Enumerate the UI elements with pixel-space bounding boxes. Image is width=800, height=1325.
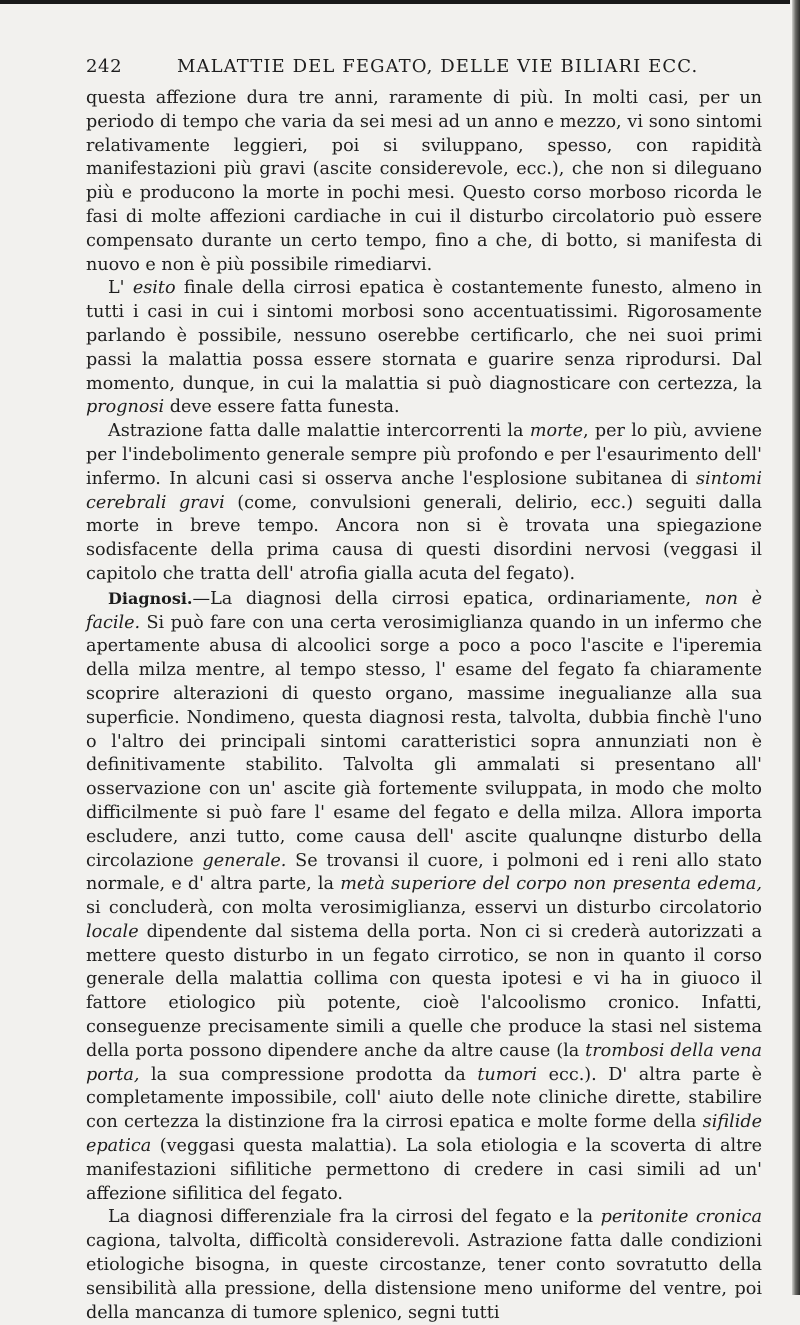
text-segment: Si può fare con una certa verosimiglianza quando in un infermo che apertamente abusa di alcoolici sorge a poco a poco l'ascite e l'iperemia della milza mentre, al tempo stesso, l' esame del fegato fa chiaramente scoprire alterazioni di questo organo, massime inegualianze alla sua superficie. Nondimeno, questa diagnosi resta, talvolta, dubbia finchè l'uno o l'altro dei principali sintomi caratteristici sopra annunziati non è definitivamente stabilito. Talvolta gli ammalati si presentano all' osservazione con un' ascite già fortemente sviluppata, in modo che molto difficilmente si può fare l' esame del fegato e della milza. Allora importa escludere, anzi tutto, come causa dell' ascite qualunqne disturbo della circolazione: [86, 612, 762, 871]
paragraph-1: [86, 87, 762, 277]
text-segment: ecc.). D' altra parte è completamente impossibile, coll' aiuto delle note cliniche dirette, stabilire con certezza la distinzione fra la cirrosi epatica e molte forme della: [86, 1064, 762, 1133]
page-edge-shadow: [792, 0, 800, 1295]
running-header: [86, 52, 756, 80]
body-text: [86, 87, 762, 1325]
text-segment: si concluderà, con molta verosimiglianza, esservi un disturbo circolatorio: [86, 898, 762, 919]
top-border-line: [0, 0, 790, 4]
text-segment: Astrazione fatta dalle malattie intercorrenti la: [108, 421, 530, 442]
term-non-facile: non è facile.: [86, 588, 762, 633]
text-segment: dipendente dal sistema della porta. Non ci si crederà autorizzati a mettere questo disturbo in un fegato cirrotico, se non in quanto il corso generale della malattia collima con questa ipotesi e vi ha in giuoco il fattore etiologico più potente, cioè l'alcoolismo cronico. Infatti, conseguenze precisamente simili a quelle che produce la stasi nel sistema della porta possono dipendere anche da altre cause (la: [86, 921, 762, 1061]
running-title: MALATTIE DEL FEGATO, DELLE VIE BILIARI ECC.: [177, 56, 699, 77]
term-esito: esito: [132, 278, 176, 299]
term-tumori: tumori: [477, 1064, 538, 1085]
text-segment: L': [108, 278, 133, 299]
text-segment: cagiona, talvolta, difficoltà considerevoli. Astrazione fatta dalle condizioni etiologiche bisogna, in queste circostanze, tener conto sovratutto della sensibilità alla pressione, della distensione meno uniforme del ventre, poi della mancanza di tumore splenico, segni tutti: [86, 1231, 762, 1323]
term-sintomi-cerebrali: sintomi cerebrali gravi: [86, 468, 762, 513]
text-segment: (veggasi questa malattia). La sola etiologia e la scoverta di altre manifestazioni sifilitiche permettono di credere in casi simili ad un' affezione sifilitica del fegato.: [86, 1136, 762, 1204]
paragraph-4: [86, 587, 762, 1207]
text-segment: La diagnosi differenziale fra la cirrosi del fegato e la: [108, 1207, 601, 1228]
paragraph-2: [86, 277, 762, 420]
text-segment: questa affezione dura tre anni, raramente di più. In molti casi, per un periodo di tempo che varia da sei mesi ad un anno e mezzo, vi sono sintomi relativamente leggieri, poi si sviluppano, spesso, con rapidità manifestazioni più gravi (ascite considerevole, ecc.), che non si dileguano più e producono la morte in pochi mesi. Questo corso morboso ricorda le fasi di molte affezioni cardiache in cui il disturbo circolatorio può essere compensato durante un certo tempo, fino a che, di botto, si manifesta di nuovo e non è più possibile rimediarvi.: [86, 88, 762, 275]
term-locale: locale: [86, 921, 139, 942]
paragraph-3: [86, 420, 762, 587]
term-sifilide-epatica: sifilide epatica: [86, 1112, 762, 1157]
term-trombosi: trombosi della vena porta,: [86, 1040, 762, 1085]
section-heading-diagnosi: Diagnosi.: [108, 588, 193, 608]
page-number: 242: [86, 56, 123, 77]
text-segment: (come, convulsioni generali, delirio, ecc.) seguiti dalla morte in breve tempo. Ancora non si è trovata una spiegazione sodisfacente della prima causa di questi disordini nervosi (veggasi il capitolo che tratta dell' atrofia gialla acuta del fegato).: [86, 492, 762, 584]
term-prognosi: prognosi: [86, 397, 165, 418]
text-segment: , per lo più, avviene per l'indebolimento generale sempre più profondo e per l'esaurimento dell' infermo. In alcuni casi si osserva anche l'esplosione subitanea di: [86, 421, 762, 489]
term-meta-superiore: metà superiore del corpo non presenta edema,: [340, 874, 762, 895]
paragraph-5: [86, 1206, 762, 1325]
text-segment: Se trovansi il cuore, i polmoni ed i reni allo stato normale, e d' altra parte, la: [86, 850, 762, 895]
term-morte: morte: [529, 421, 583, 442]
term-peritonite-cronica: peritonite cronica: [600, 1207, 762, 1228]
text-segment: —La diagnosi della cirrosi epatica, ordinariamente,: [192, 588, 705, 609]
term-generale: generale.: [202, 850, 287, 871]
text-segment: la sua compressione prodotta da: [139, 1064, 478, 1085]
text-segment: deve essere fatta funesta.: [164, 397, 400, 418]
text-segment: finale della cirrosi epatica è costantemente funesto, almeno in tutti i casi in cui i sintomi morbosi sono accentuatissimi. Rigorosamente parlando è possibile, nessuno oserebbe certificarlo, che nei suoi primi passi la malattia possa essere stornata e guarire senza riprodursi. Dal momento, dunque, in cui la malattia si può diagnosticare con certezza, la: [86, 278, 762, 394]
